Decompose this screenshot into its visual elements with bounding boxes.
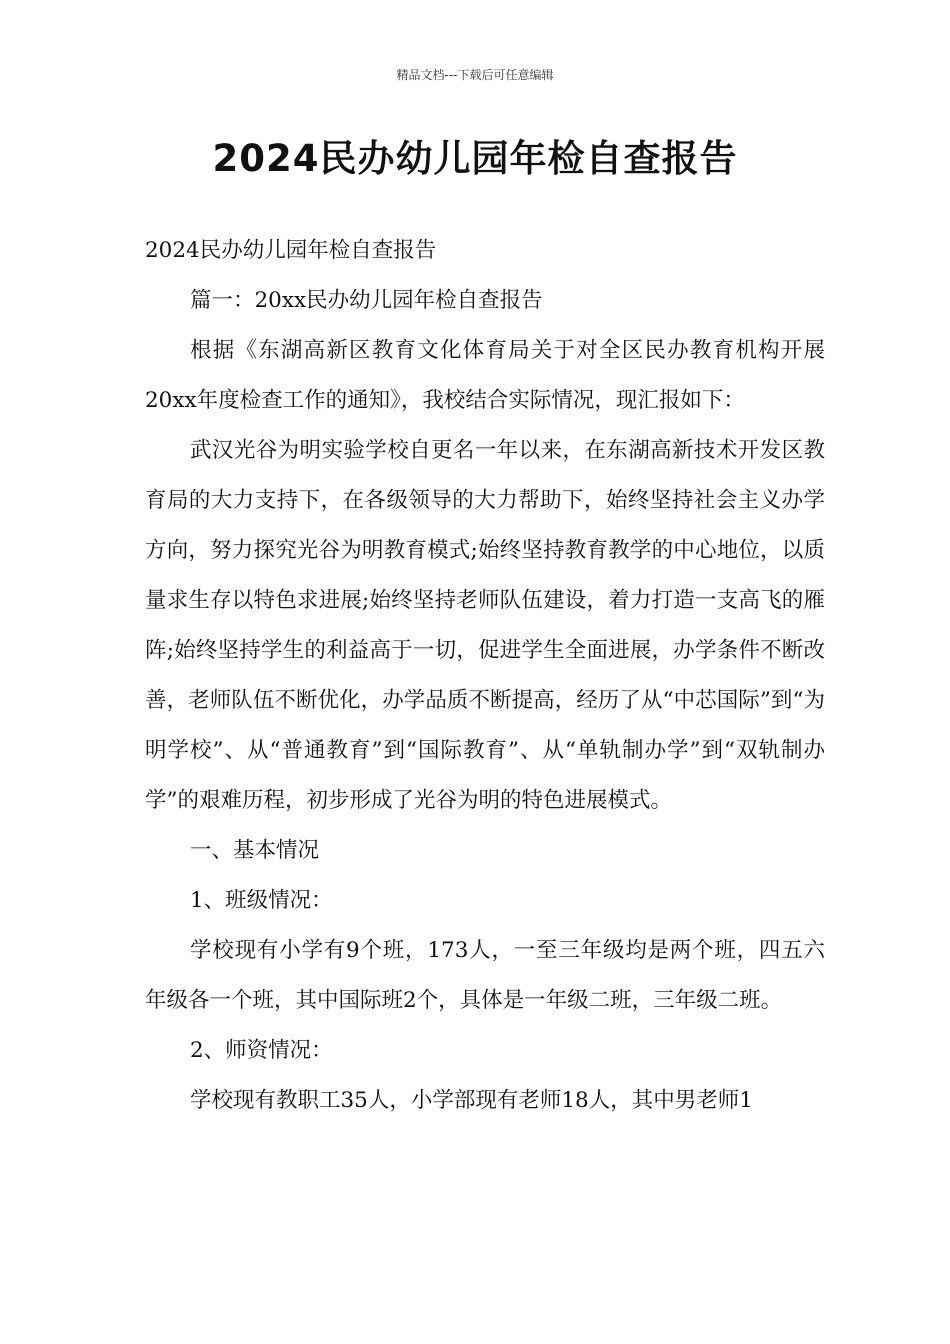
paragraph: 学校现有小学有9个班，173人，一至三年级均是两个班，四五六年级各一个班，其中国际班2个，具体是一年级二班，三年级二班。 bbox=[145, 938, 825, 1013]
document-title: 2024民办幼儿园年检自查报告 bbox=[212, 137, 738, 180]
section-heading: 一、基本情况 bbox=[190, 838, 320, 863]
subsection-heading: 2、师资情况： bbox=[190, 1038, 333, 1063]
page-header: 精品文档---下载后可任意编辑 bbox=[396, 68, 554, 82]
paragraph: 根据《东湖高新区教育文化体育局关于对全区民办教育机构开展20xx年度检查工作的通知》，我校结合实际情况，现汇报如下： bbox=[145, 338, 825, 413]
paragraph: 2024民办幼儿园年检自查报告 bbox=[145, 238, 437, 263]
paragraph: 学校现有教职工35人，小学部现有老师18人，其中男老师1 bbox=[190, 1088, 753, 1113]
paragraph: 武汉光谷为明实验学校自更名一年以来，在东湖高新技术开发区教育局的大力支持下，在各级领导的大力帮助下，始终坚持社会主义办学方向，努力探究光谷为明教育模式;始终坚持教育教学的中心地位，以质量求生存以特色求进展;始终坚持老师队伍建设，着力打造一支高飞的雁阵;始终坚持学生的利益高于一切，促进学生全面进展，办学条件不断改善，老师队伍不断优化，办学品质不断提高，经历了从“中芯国际”到“为明学校”、从“普通教育”到“国际教育”、从“单轨制办学”到“双轨制办学”的艰难历程，初步形成了光谷为明的特色进展模式。 bbox=[145, 438, 825, 813]
subsection-heading: 1、班级情况： bbox=[190, 888, 333, 913]
document-body bbox=[145, 226, 825, 1126]
paragraph: 篇一：20xx民办幼儿园年检自查报告 bbox=[190, 288, 543, 313]
